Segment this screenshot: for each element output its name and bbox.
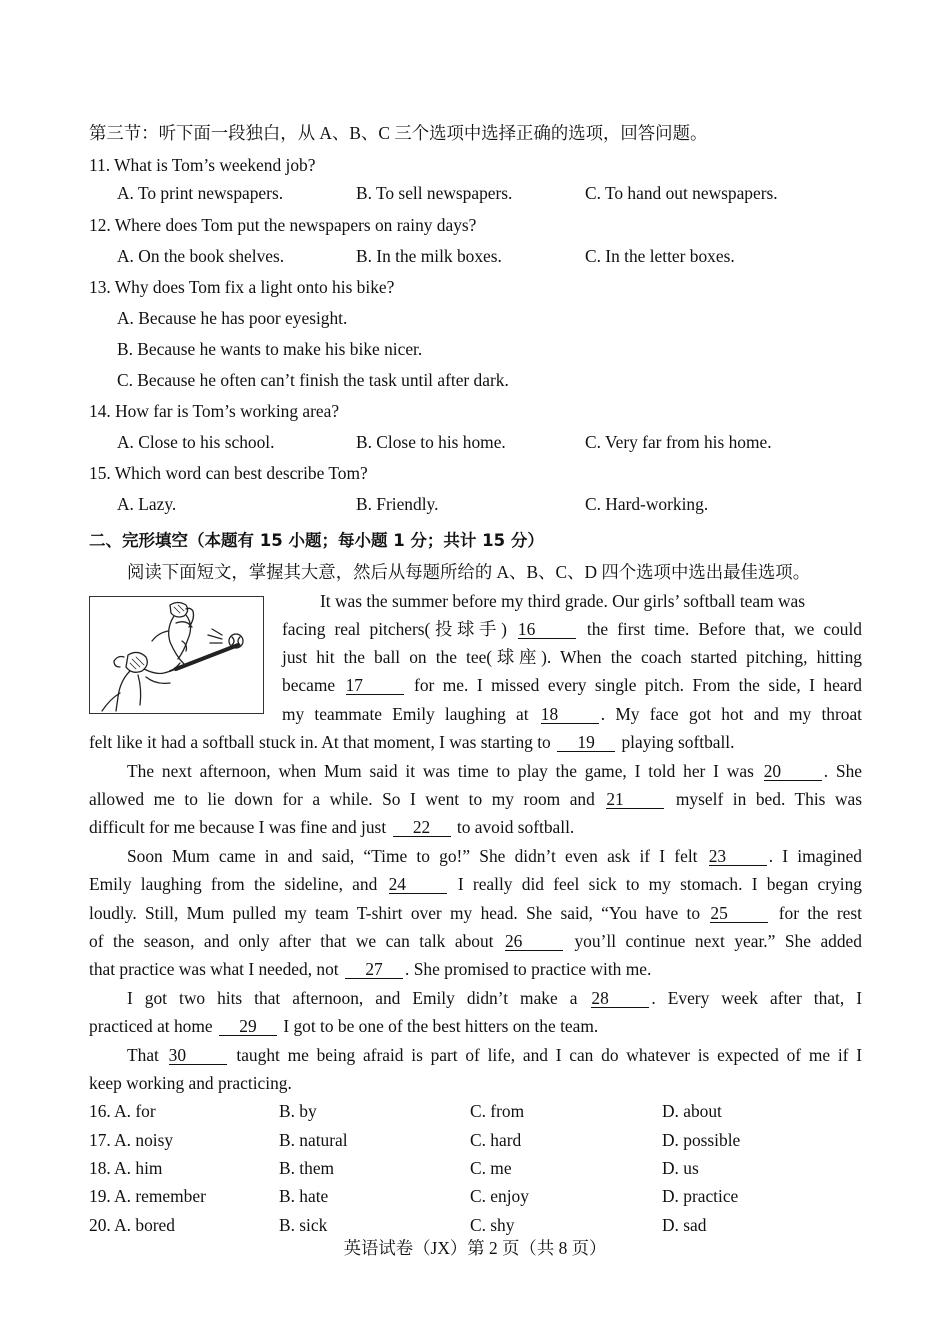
p3-line-5: that practice was what I needed, not 27 . She promised to practice with me. [89, 959, 652, 979]
option-19-b: B. hate [279, 1186, 329, 1206]
q15-option-c: C. Hard-working. [585, 494, 709, 514]
p1-line-6: felt like it had a softball stuck in. At that moment, I was starting to 19 playing softball. [89, 732, 735, 752]
blank-23[interactable]: 23 [709, 847, 767, 866]
p4-line-1: I got two hits that afternoon, and Emily didn’t make a 28 . Every week after that, I [127, 988, 863, 1008]
q11-option-a: A. To print newspapers. [117, 183, 284, 203]
p3-line-4: of the season, and only after that we can talk about 26 you’ll continue next year.” She added [89, 931, 862, 951]
question-12: 12. Where does Tom put the newspapers on rainy days? [89, 215, 477, 235]
p2-line-1: The next afternoon, when Mum said it was time to play the game, I told her I was 20 . She [127, 761, 862, 781]
p2-line-2: allowed me to lie down for a while. So I went to my room and 21 myself in bed. This was [89, 789, 862, 809]
blank-28[interactable]: 28 [591, 989, 649, 1008]
blank-21[interactable]: 21 [606, 790, 664, 809]
blank-25[interactable]: 25 [710, 904, 768, 923]
q14-option-b: B. Close to his home. [356, 432, 506, 452]
q15-option-a: A. Lazy. [117, 494, 177, 514]
option-20-d: D. sad [662, 1215, 707, 1235]
blank-22[interactable]: 22 [393, 818, 451, 837]
p1-line-5: my teammate Emily laughing at 18 . My face got hot and my throat [282, 704, 863, 724]
blank-19[interactable]: 19 [557, 733, 615, 752]
option-18-a: 18. A. him [89, 1158, 163, 1178]
q12-option-b: B. In the milk boxes. [356, 246, 502, 266]
option-16-c: C. from [470, 1101, 525, 1121]
blank-29[interactable]: 29 [219, 1017, 277, 1036]
option-17-b: B. natural [279, 1130, 348, 1150]
blank-24[interactable]: 24 [389, 875, 447, 894]
q15-option-b: B. Friendly. [356, 494, 439, 514]
option-16-d: D. about [662, 1101, 722, 1121]
question-13: 13. Why does Tom fix a light onto his bike? [89, 277, 395, 297]
p3-line-2: Emily laughing from the sideline, and 24 I really did feel sick to my stomach. I began crying [89, 874, 862, 894]
q13-option-a: A. Because he has poor eyesight. [117, 308, 348, 328]
option-16-a: 16. A. for [89, 1101, 156, 1121]
blank-17[interactable]: 17 [346, 676, 404, 695]
option-19-d: D. practice [662, 1186, 739, 1206]
question-14: 14. How far is Tom’s working area? [89, 401, 340, 421]
p3-line-3: loudly. Still, Mum pulled my team T-shirt over my head. She said, “You have to 25 for the rest [89, 903, 862, 923]
blank-20[interactable]: 20 [764, 762, 822, 781]
option-19-a: 19. A. remember [89, 1186, 206, 1206]
blank-30[interactable]: 30 [169, 1046, 227, 1065]
option-18-b: B. them [279, 1158, 335, 1178]
section3-title: 第三节：听下面一段独白，从 A、B、C 三个选项中选择正确的选项，回答问题。 [89, 123, 708, 143]
option-16-b: B. by [279, 1101, 317, 1121]
p5-line-1: That 30 taught me being afraid is part of life, and I can do whatever is expected of me if I [127, 1045, 862, 1065]
q14-option-a: A. Close to his school. [117, 432, 275, 452]
q12-option-a: A. On the book shelves. [117, 246, 285, 266]
option-20-a: 20. A. bored [89, 1215, 175, 1235]
p4-line-2: practiced at home 29 I got to be one of the best hitters on the team. [89, 1016, 599, 1036]
option-17-d: D. possible [662, 1130, 741, 1150]
p1-line-4: became 17 for me. I missed every single pitch. From the side, I heard [282, 675, 863, 695]
q14-option-c: C. Very far from his home. [585, 432, 772, 452]
q11-option-b: B. To sell newspapers. [356, 183, 513, 203]
option-17-a: 17. A. noisy [89, 1130, 174, 1150]
option-17-c: C. hard [470, 1130, 522, 1150]
q13-option-c: C. Because he often can’t finish the task until after dark. [117, 370, 509, 390]
question-11: 11. What is Tom’s weekend job? [89, 155, 316, 175]
option-20-c: C. shy [470, 1215, 515, 1235]
blank-27[interactable]: 27 [345, 960, 403, 979]
p5-line-2: keep working and practicing. [89, 1073, 292, 1093]
q13-option-b: B. Because he wants to make his bike nicer. [117, 339, 423, 359]
p2-line-3: difficult for me because I was fine and just 22 to avoid softball. [89, 817, 575, 837]
p1-line-2: facing real pitchers(投球手) 16 the first time. Before that, we could [282, 619, 862, 639]
p1-line-3: just hit the ball on the tee(球座). When the coach started pitching, hitting [282, 647, 862, 667]
cloze-heading: 二、完形填空（本题有 15 小题；每小题 1 分；共计 15 分） [89, 531, 544, 550]
blank-26[interactable]: 26 [505, 932, 563, 951]
blank-16[interactable]: 16 [518, 620, 576, 639]
option-19-c: C. enjoy [470, 1186, 529, 1206]
blank-18[interactable]: 18 [541, 705, 599, 724]
batter-sketch-icon [90, 597, 263, 713]
q12-option-c: C. In the letter boxes. [585, 246, 735, 266]
p1-line-1: It was the summer before my third grade. Our girls’ softball team was [320, 591, 806, 611]
cloze-instruction: 阅读下面短文，掌握其大意，然后从每题所给的 A、B、C、D 四个选项中选出最佳选项。 [127, 562, 811, 582]
option-20-b: B. sick [279, 1215, 328, 1235]
option-18-c: C. me [470, 1158, 512, 1178]
softball-illustration [89, 596, 264, 714]
option-18-d: D. us [662, 1158, 699, 1178]
page-footer: 英语试卷（JX）第 2 页（共 8 页） [343, 1238, 607, 1258]
question-15: 15. Which word can best describe Tom? [89, 463, 368, 483]
q11-option-c: C. To hand out newspapers. [585, 183, 778, 203]
p3-line-1: Soon Mum came in and said, “Time to go!” She didn’t even ask if I felt 23 . I imagined [127, 846, 862, 866]
